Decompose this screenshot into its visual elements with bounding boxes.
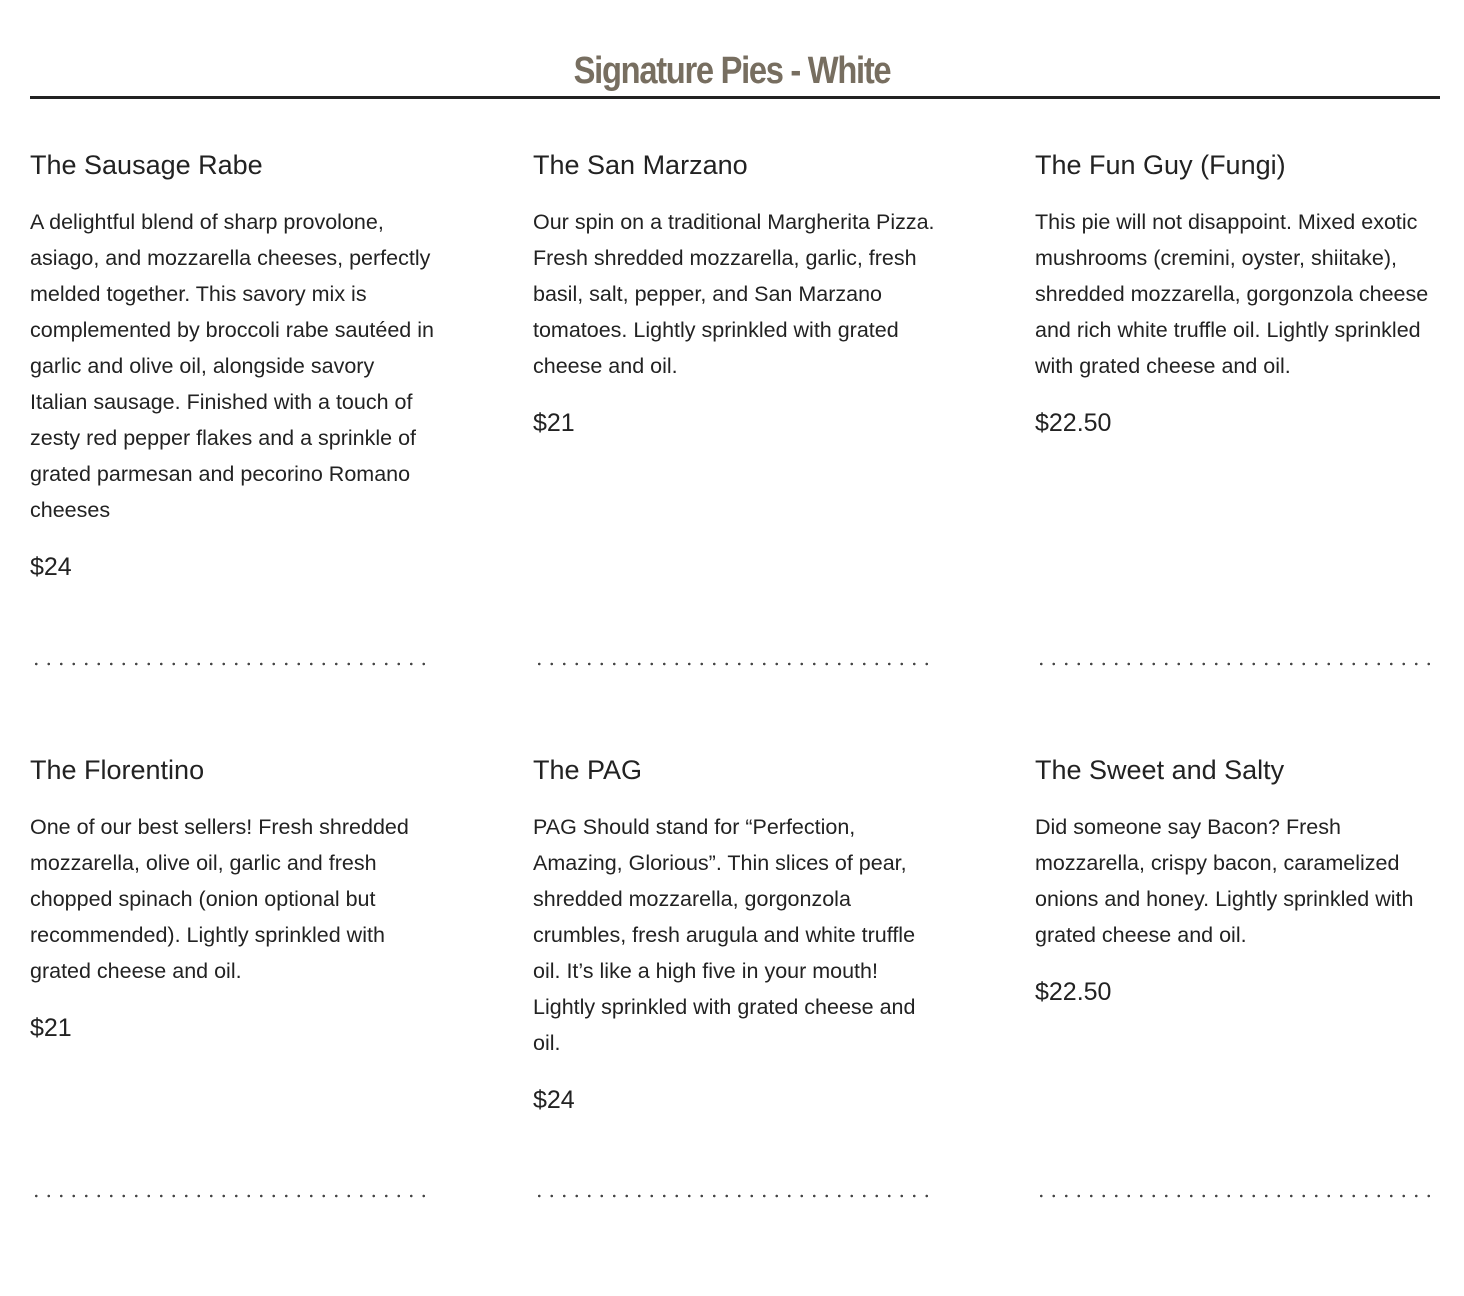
menu-item-description: Our spin on a traditional Margherita Pizza. Fresh shredded mozzarella, garlic, fresh basil, salt, pepper, and San Marzano tomatoes. Lightly sprinkled with grated cheese and oil. bbox=[533, 210, 935, 378]
menu-item-fun-guy bbox=[1035, 148, 1440, 440]
dotted-divider bbox=[30, 662, 435, 666]
menu-item-description: Did someone say Bacon? Fresh mozzarella, crispy bacon, caramelized onions and honey. Lightly sprinkled with grated cheese and oil. bbox=[1035, 815, 1414, 947]
dotted-divider bbox=[30, 1194, 435, 1198]
title-divider bbox=[30, 96, 1440, 99]
dotted-divider bbox=[1035, 662, 1440, 666]
menu-item-name: The Florentino bbox=[30, 755, 205, 785]
menu-item-name: The Fun Guy (Fungi) bbox=[1035, 150, 1286, 180]
section-title: Signature Pies - White bbox=[573, 50, 891, 93]
dotted-divider bbox=[533, 662, 938, 666]
menu-item-name: The Sausage Rabe bbox=[30, 150, 263, 180]
menu-item-description: PAG Should stand for “Perfection, Amazing, Glorious”. Thin slices of pear, shredded mozzarella, gorgonzola crumbles, fresh arugula and white truffle oil. It’s like a high five in your mouth! Lightly sprinkled with grated cheese and oil. bbox=[533, 815, 916, 1055]
menu-item-sausage-rabe bbox=[30, 148, 435, 584]
menu-item-price: $24 bbox=[533, 1086, 575, 1114]
dotted-divider bbox=[533, 1194, 938, 1198]
menu-item-name: The San Marzano bbox=[533, 150, 748, 180]
menu-item-pag bbox=[533, 753, 938, 1117]
menu-item-florentino bbox=[30, 753, 435, 1045]
menu-item-price: $21 bbox=[533, 409, 575, 437]
menu-item-price: $21 bbox=[30, 1014, 72, 1042]
menu-item-sweet-and-salty bbox=[1035, 753, 1440, 1009]
menu-item-name: The Sweet and Salty bbox=[1035, 755, 1285, 785]
menu-item-description: One of our best sellers! Fresh shredded mozzarella, olive oil, garlic and fresh chopped spinach (onion optional but recommended). Lightly sprinkled with grated cheese and oil. bbox=[30, 815, 409, 983]
menu-item-price: $24 bbox=[30, 553, 72, 581]
dotted-divider bbox=[1035, 1194, 1440, 1198]
menu-item-price: $22.50 bbox=[1035, 978, 1112, 1006]
menu-item-description: This pie will not disappoint. Mixed exotic mushrooms (cremini, oyster, shiitake), shredded mozzarella, gorgonzola cheese and rich white truffle oil. Lightly sprinkled with grated cheese and oil. bbox=[1035, 210, 1429, 378]
menu-item-price: $22.50 bbox=[1035, 409, 1112, 437]
menu-item-name: The PAG bbox=[533, 755, 643, 785]
menu-item-description: A delightful blend of sharp provolone, asiago, and mozzarella cheeses, perfectly melded together. This savory mix is complemented by broccoli rabe sautéed in garlic and olive oil, alongside savory Italian sausage. Finished with a touch of zesty red pepper flakes and a sprinkle of grated parmesan and pecorino Romano cheeses bbox=[30, 210, 434, 522]
menu-item-san-marzano bbox=[533, 148, 938, 440]
